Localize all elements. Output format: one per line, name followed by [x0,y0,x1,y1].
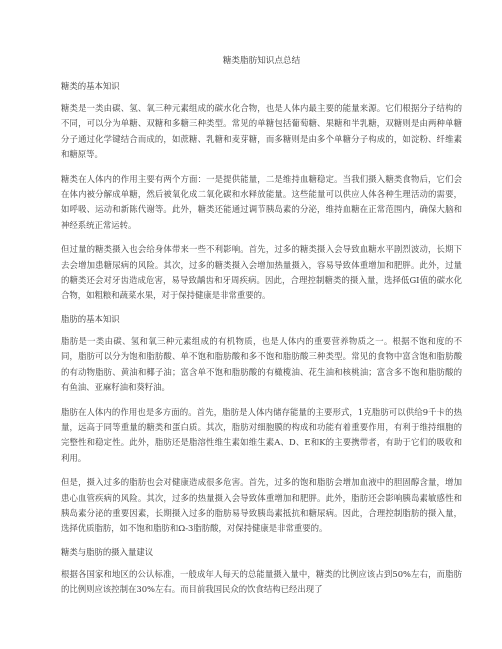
document-title: 糖类脂肪知识点总结 [222,56,301,66]
paragraph: 根据各国家和地区的公认标准，一般成年人每天的总能量摄入量中，糖类的比例应该占到50%左右，而脂肪的比例则应该控制在30%左右。而目前我国民众的饮食结构已经出现了 [61,568,462,595]
section-heading-intake: 糖类与脂肪的摄入量建议 [61,546,154,557]
section-heading-sugar: 糖类的基本知识 [61,81,120,91]
paragraph: 但过量的糖类摄入也会给身体带来一些不利影响。首先，过多的糖类摄入会导致血糖水平剧烈波动，长期下去会增加患糖尿病的风险。其次，过多的糖类摄入会增加热量摄入，容易导致体重增加和肥胖。此外，过量的糖类还会对牙齿造成危害，易导致龋齿和牙周疾病。因此，合理控制糖类的摄入量，选择低GI值的碳水化合物，如粗粮和蔬菜水果，对于保持健康是非常重要的。 [61,244,462,301]
section-heading-fat: 脂肪的基本知识 [61,313,120,324]
paragraph: 糖类在人体内的作用主要有两个方面：一是提供能量，二是维持血糖稳定。当我们摄入糖类食物后，它们会在体内被分解成单糖，然后被氧化成二氧化碳和水释放能量。这些能量可以供应人体各种生理活动的需要，如呼吸、运动和新陈代谢等。此外，糖类还能通过调节胰岛素的分泌，维持血糖在正常范围内，确保大脑和神经系统正常运转。 [61,173,462,230]
paragraph: 但是，摄入过多的脂肪也会对健康造成很多危害。首先，过多的饱和脂肪会增加血液中的胆固醇含量，增加患心血管疾病的风险。其次，过多的热量摄入会导致体重增加和肥胖。此外，脂肪还会影响胰岛素敏感性和胰岛素分泌的重要因素，长期摄入过多的脂肪易导致胰岛素抵抗和糖尿病。因此，合理控制脂肪的摄入量，选择优质脂肪，如不饱和脂肪和Ω-3脂肪酸，对保持健康是非常重要的。 [61,477,462,534]
paragraph: 糖类是一类由碳、氢、氧三种元素组成的碳水化合物，也是人体内最主要的能量来源。它们根据分子结构的不同，可以分为单糖、双糖和多糖三种类型。常见的单糖包括葡萄糖、果糖和半乳糖，双糖则是由两种单糖分子通过化学键结合而成的，如蔗糖、乳糖和麦芽糖，而多糖则是由多个单糖分子构成的，如淀粉、纤维素和糖原等。 [61,103,462,160]
paragraph: 脂肪是一类由碳、氢和氧三种元素组成的有机物质，也是人体内的重要营养物质之一。根据不饱和度的不同，脂肪可以分为饱和脂肪酸、单不饱和脂肪酸和多不饱和脂肪酸三种类型。常见的食物中富含饱和脂肪酸的有动物脂肪、黄油和椰子油；富含单不饱和脂肪酸的有橄榄油、花生油和核桃油；富含多不饱和脂肪酸的有鱼油、亚麻籽油和葵籽油。 [61,335,462,393]
paragraph: 脂肪在人体内的作用也是多方面的。首先，脂肪是人体内储存能量的主要形式，1克脂肪可以供给9千卡的热量，远高于同等重量的糖类和蛋白质。其次，脂肪对细胞膜的构成和功能有着重要作用，有利于维持细胞的完整性和稳定性。此外，脂肪还是脂溶性维生素如维生素A、D、E和K的主要携带者，有助于它们的吸收和利用。 [61,406,462,463]
